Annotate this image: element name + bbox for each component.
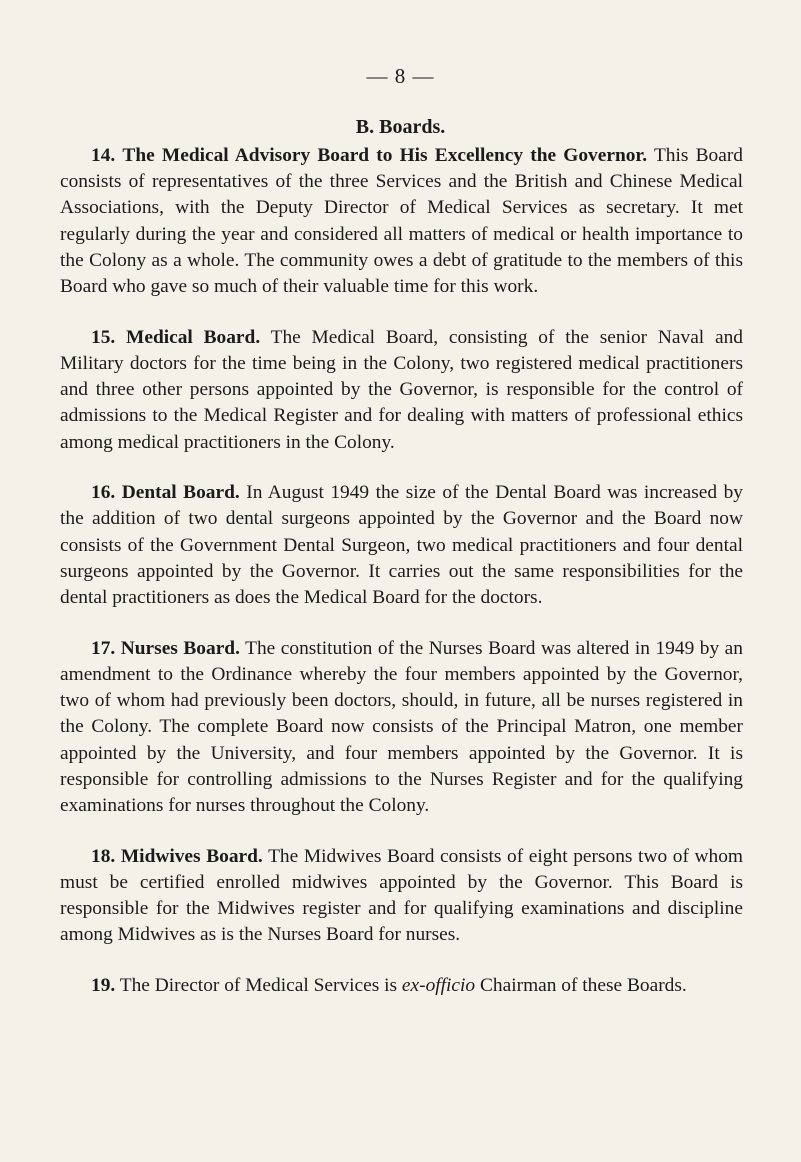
- paragraph-text: The Midwives Board consists of eight persons two of whom must be certified enrolled midwives appointed by the Governor. This Board is responsible for the Midwives register and for qualifying examinations and discipline among Midwives as is the Nurses Board for nurses.: [60, 845, 744, 946]
- paragraph-14: [60, 143, 743, 300]
- paragraph-title: Midwives Board.: [120, 845, 263, 867]
- latin-term: ex-officio: [401, 974, 476, 996]
- paragraph-19: [60, 973, 743, 999]
- paragraph-title: Nurses Board.: [120, 637, 240, 659]
- paragraph-text: The constitution of the Nurses Board was altered in 1949 by an amendment to the Ordinance whereby the four members appointed by the Governor, two of whom had previously been doctors, should, in future, all be nurses registered in the Colony. The complete Board now consists of the Principal Matron, one member appointed by the University, and four members appointed by the Governor. It is responsible for controlling admissions to the Nurses Register and for the qualifying examinations for nurses throughout the Colony.: [60, 637, 743, 816]
- paragraph-text: In August 1949 the size of the Dental Board was increased by the addition of two dental surgeons appointed by the Governor and the Board now consists of the Government Dental Surgeon, two medical practitioners and four dental surgeons appointed by the Governor. It carries out the same responsibilities for the dental practitioners as does the Medical Board for the doctors.: [60, 482, 743, 609]
- paragraph-title: Medical Board.: [126, 326, 261, 348]
- paragraph-17: [60, 636, 743, 819]
- paragraph-text: This Board consists of representatives of the three Services and the British and Chinese Medical Associations, with the Deputy Director of Medical Services as secretary. It met regularly during the year and considered all matters of medical or health importance to the Colony as a whole. The community owes a debt of gratitude to the members of this Board who gave so much of their valuable time for this work.: [60, 145, 743, 298]
- paragraph-title: Dental Board.: [121, 482, 240, 504]
- paragraph-number: 19.: [91, 974, 116, 996]
- paragraph-15: [60, 325, 743, 456]
- paragraph-16: [60, 480, 743, 611]
- page-number: — 8 —: [366, 64, 435, 88]
- body-text: [60, 143, 743, 1024]
- paragraph-number: 17.: [91, 637, 116, 659]
- paragraph-text-before: The Director of Medical Services is: [119, 974, 398, 996]
- paragraph-number: 15.: [91, 326, 116, 348]
- section-heading: B. Boards.: [355, 116, 446, 138]
- paragraph-number: 14.: [91, 145, 116, 166]
- paragraph-number: 18.: [91, 845, 116, 867]
- paragraph-text-after: Chairman of these Boards.: [479, 974, 687, 996]
- paragraph-text: The Medical Board, consisting of the senior Naval and Military doctors for the time being in the Colony, two registered medical practitioners and three other persons appointed by the Governor, is responsible for the control of admissions to the Medical Register and for dealing with matters of professional ethics among medical practitioners in the Colony.: [60, 326, 743, 453]
- paragraph-18: [60, 844, 743, 949]
- paragraph-title: The Medical Advisory Board to His Excellency the Governor.: [122, 145, 648, 166]
- paragraph-number: 16.: [91, 482, 116, 504]
